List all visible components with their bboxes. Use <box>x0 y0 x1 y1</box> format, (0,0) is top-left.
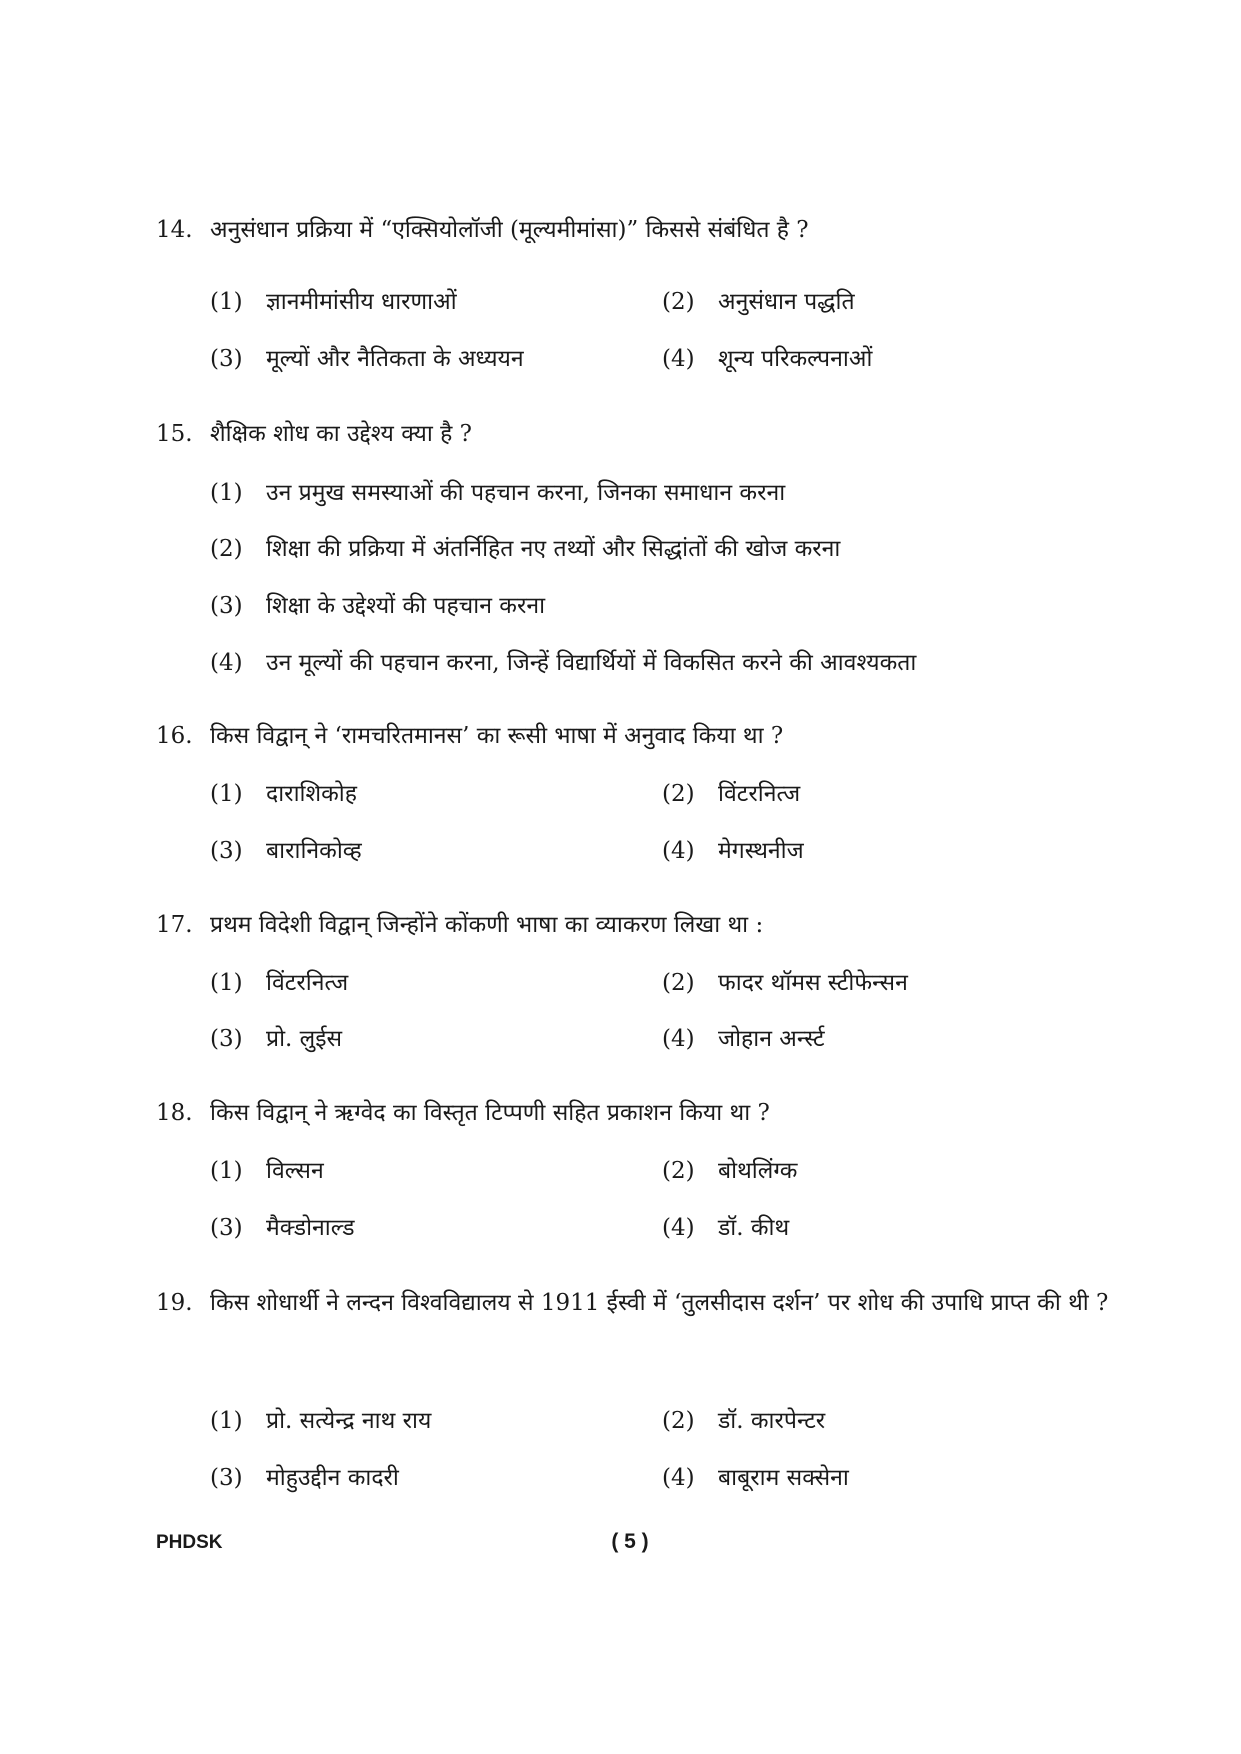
option-text: मोहुउद्दीन कादरी <box>266 1465 399 1491</box>
paper-code: PHDSK <box>156 1532 223 1553</box>
option-text: ज्ञानमीमांसीय धारणाओं <box>266 289 457 315</box>
option-14-4 <box>662 343 872 375</box>
option-number: (2) <box>662 781 695 807</box>
option-number: (3) <box>210 838 243 864</box>
option-text: शिक्षा के उद्देश्यों की पहचान करना <box>266 593 546 619</box>
option-text: उन प्रमुख समस्याओं की पहचान करना, जिनका समाधान करना <box>266 480 786 506</box>
option-number: (3) <box>210 1026 243 1052</box>
option-text: मेगस्थनीज <box>718 838 804 864</box>
question-number: 15. <box>156 421 193 447</box>
option-15-1 <box>210 477 785 509</box>
option-number: (3) <box>210 1465 243 1491</box>
option-16-4 <box>662 835 804 867</box>
question-text: किस शोधार्थी ने लन्दन विश्वविद्यालय से 1911 ईस्वी में ‘तुलसीदास दर्शन’ पर शोध की उपाधि प्राप्त की थी ? <box>210 1290 1109 1316</box>
option-19-2 <box>662 1405 825 1437</box>
option-18-2 <box>662 1155 797 1187</box>
option-text: शून्य परिकल्पनाओं <box>718 346 873 372</box>
option-16-2 <box>662 778 800 810</box>
option-18-1 <box>210 1155 324 1187</box>
option-number: (1) <box>210 781 243 807</box>
option-number: (2) <box>662 1158 695 1184</box>
question-number: 14. <box>156 217 193 243</box>
page-number: ( 5 ) <box>611 1530 649 1553</box>
option-number: (2) <box>210 536 243 562</box>
option-number: (3) <box>210 593 243 619</box>
option-number: (2) <box>662 970 695 996</box>
option-17-2 <box>662 967 908 999</box>
option-number: (1) <box>210 1158 243 1184</box>
question-number: 19. <box>156 1290 193 1316</box>
option-text: फादर थॉमस स्टीफेन्सन <box>718 970 908 996</box>
option-text: प्रो. लुईस <box>266 1026 343 1052</box>
option-16-1 <box>210 778 357 810</box>
option-text: डॉ. कीथ <box>718 1215 790 1241</box>
option-text: विल्सन <box>266 1158 324 1184</box>
option-text: मैक्डोनाल्ड <box>266 1215 355 1241</box>
question-text: प्रथम विदेशी विद्वान् जिन्होंने कोंकणी भाषा का व्याकरण लिखा था : <box>210 912 764 938</box>
question-text: किस विद्वान् ने ऋग्वेद का विस्तृत टिप्पणी सहित प्रकाशन किया था ? <box>210 1100 770 1126</box>
option-number: (4) <box>662 1465 695 1491</box>
option-number: (4) <box>662 1215 695 1241</box>
option-14-1 <box>210 286 457 318</box>
option-number: (4) <box>662 1026 695 1052</box>
option-text: शिक्षा की प्रक्रिया में अंतर्निहित नए तथ्यों और सिद्धांतों की खोज करना <box>266 536 841 562</box>
option-17-3 <box>210 1023 342 1055</box>
option-number: (1) <box>210 480 243 506</box>
option-number: (2) <box>662 289 695 315</box>
option-number: (4) <box>210 650 243 676</box>
option-18-4 <box>662 1212 789 1244</box>
option-19-3 <box>210 1462 399 1494</box>
option-text: बोथलिंग्क <box>718 1158 798 1184</box>
option-number: (3) <box>210 346 243 372</box>
option-number: (1) <box>210 289 243 315</box>
question-number: 18. <box>156 1100 193 1126</box>
option-14-2 <box>662 286 855 318</box>
option-number: (4) <box>662 346 695 372</box>
option-15-4 <box>210 647 916 679</box>
option-text: बाबूराम सक्सेना <box>718 1465 849 1491</box>
option-text: उन मूल्यों की पहचान करना, जिन्हें विद्यार्थियों में विकसित करने की आवश्यकता <box>266 650 917 676</box>
option-number: (1) <box>210 970 243 996</box>
question-number: 17. <box>156 912 193 938</box>
option-text: अनुसंधान पद्धति <box>718 289 855 315</box>
option-number: (2) <box>662 1408 695 1434</box>
option-19-1 <box>210 1405 431 1437</box>
option-text: जोहान अर्न्स्ट <box>718 1026 825 1052</box>
option-number: (3) <box>210 1215 243 1241</box>
question-text: किस विद्वान् ने ‘रामचरितमानस’ का रूसी भाषा में अनुवाद किया था ? <box>210 723 784 749</box>
option-15-2 <box>210 533 840 565</box>
option-text: विंटरनित्ज <box>718 781 801 807</box>
option-text: मूल्यों और नैतिकता के अध्ययन <box>266 346 524 372</box>
option-18-3 <box>210 1212 355 1244</box>
option-text: विंटरनित्ज <box>266 970 349 996</box>
option-number: (1) <box>210 1408 243 1434</box>
option-17-1 <box>210 967 348 999</box>
question-text: अनुसंधान प्रक्रिया में “एक्सियोलॉजी (मूल्यमीमांसा)” किससे संबंधित है ? <box>210 217 809 243</box>
option-text: दाराशिकोह <box>266 781 357 807</box>
option-number: (4) <box>662 838 695 864</box>
option-text: बारानिकोव्ह <box>266 838 362 864</box>
option-text: प्रो. सत्येन्द्र नाथ राय <box>266 1408 432 1434</box>
option-14-3 <box>210 343 524 375</box>
option-text: डॉ. कारपेन्टर <box>718 1408 826 1434</box>
option-16-3 <box>210 835 362 867</box>
option-15-3 <box>210 590 545 622</box>
option-19-4 <box>662 1462 849 1494</box>
question-number: 16. <box>156 723 193 749</box>
question-text: शैक्षिक शोध का उद्देश्य क्या है ? <box>210 421 472 447</box>
option-17-4 <box>662 1023 825 1055</box>
